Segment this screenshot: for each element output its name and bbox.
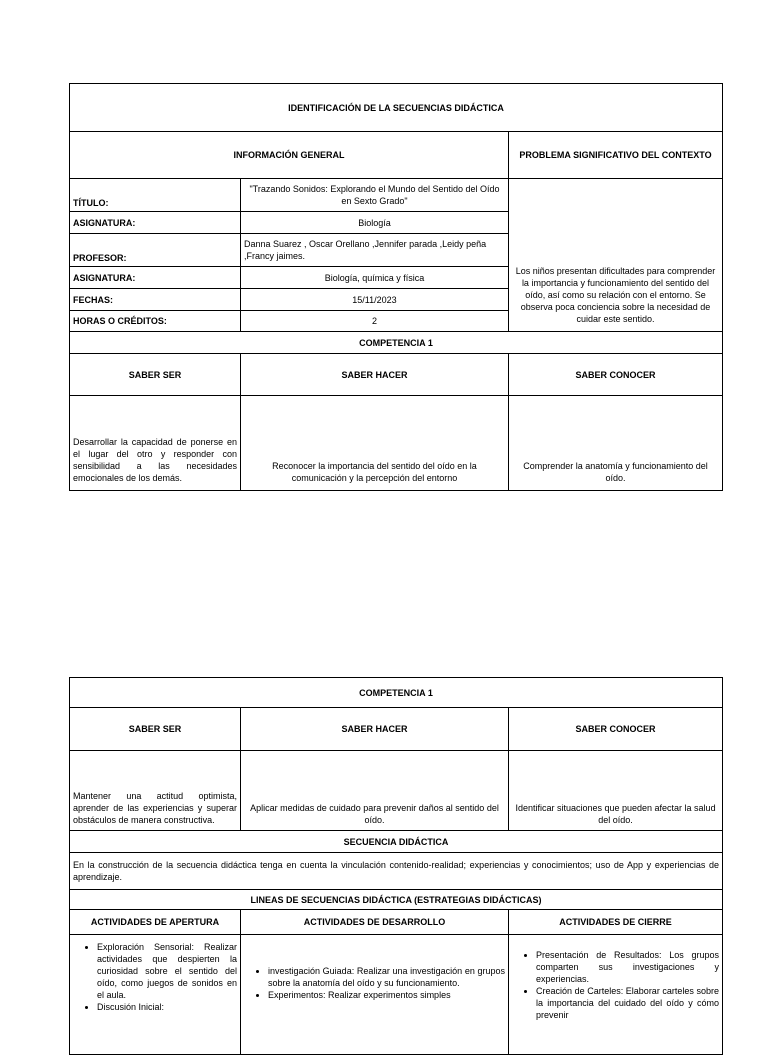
col-apertura: ACTIVIDADES DE APERTURA — [70, 910, 241, 935]
field-value-horas: 2 — [241, 311, 509, 332]
field-value-fechas: 15/11/2023 — [241, 289, 509, 311]
field-label-asignatura-2: ASIGNATURA: — [70, 267, 241, 289]
list-item: • Presentación de Resultados: Los grupos comparten sus investigaciones y experiencias. — [536, 949, 719, 985]
col-saber-ser-2: SABER SER — [70, 708, 241, 751]
secuencia-title: SECUENCIA DIDÁCTICA — [70, 831, 723, 853]
field-value-asignatura-2: Biología, química y física — [241, 267, 509, 289]
problem-title: PROBLEMA SIGNIFICATIVO DEL CONTEXTO — [509, 132, 723, 179]
saber-hacer-text-2: Aplicar medidas de cuidado para prevenir daños al sentido del oído. — [241, 751, 509, 831]
lineas-title: LINEAS DE SECUENCIAS DIDÁCTICA (ESTRATEGIAS DIDÁCTICAS) — [70, 890, 723, 910]
secuencia-text: En la construcción de la secuencia didáctica tenga en cuenta la vinculación contenido-realidad; experiencias y conocimientos; uso de App y experiencias de aprendizaje. — [70, 853, 723, 890]
general-info-title: INFORMACIÓN GENERAL — [70, 132, 509, 179]
field-label-horas: HORAS O CRÉDITOS: — [70, 311, 241, 332]
col-desarrollo: ACTIVIDADES DE DESARROLLO — [241, 910, 509, 935]
saber-ser-text-2: Mantener una actitud optimista, aprender de las experiencias y superar obstáculos de manera constructiva. — [70, 751, 241, 831]
list-item: • investigación Guiada: Realizar una investigación en grupos sobre la anatomía del oído y su funcionamiento. — [268, 965, 505, 989]
list-item: • Creación de Carteles: Elaborar carteles sobre la importancia del cuidado del oído y cómo prevenir — [536, 985, 719, 1021]
col-saber-hacer: SABER HACER — [241, 354, 509, 396]
list-item: • Experimentos: Realizar experimentos simples — [268, 989, 505, 1001]
competencia-title: COMPETENCIA 1 — [70, 332, 723, 354]
desarrollo-activities — [241, 935, 509, 1055]
col-saber-hacer-2: SABER HACER — [241, 708, 509, 751]
field-value-profesor: Danna Suarez , Oscar Orellano ,Jennifer parada ,Leidy peña ,Francy jaimes. — [241, 234, 509, 267]
saber-conocer-text: Comprender la anatomía y funcionamiento del oído. — [509, 396, 723, 491]
saber-conocer-text-2: Identificar situaciones que pueden afectar la salud del oído. — [509, 751, 723, 831]
field-label-asignatura: ASIGNATURA: — [70, 212, 241, 234]
field-value-titulo: "Trazando Sonidos: Explorando el Mundo del Sentido del Oído en Sexto Grado" — [241, 179, 509, 212]
competencia-title-2: COMPETENCIA 1 — [70, 678, 723, 708]
competencia-sequence-table — [69, 677, 723, 1055]
col-saber-conocer-2: SABER CONOCER — [509, 708, 723, 751]
field-value-asignatura: Biología — [241, 212, 509, 234]
col-saber-conocer: SABER CONOCER — [509, 354, 723, 396]
problem-text: Los niños presentan dificultades para comprender la importancia y funcionamiento del sentido del oído, así como su relación con el entorno. Se observa poca conciencia sobre la necesidad de cuidar este sentido. — [509, 179, 723, 332]
saber-hacer-text: Reconocer la importancia del sentido del oído en la comunicación y la percepción del entorno — [241, 396, 509, 491]
field-label-titulo: TÍTULO: — [70, 179, 241, 212]
saber-ser-text: Desarrollar la capacidad de ponerse en el lugar del otro y responder con sensibilidad a las necesidades emocionales de los demás. — [70, 396, 241, 491]
col-cierre: ACTIVIDADES DE CIERRE — [509, 910, 723, 935]
apertura-activities — [70, 935, 241, 1055]
identification-table — [69, 83, 723, 491]
col-saber-ser: SABER SER — [70, 354, 241, 396]
field-label-profesor: PROFESOR: — [70, 234, 241, 267]
field-label-fechas: FECHAS: — [70, 289, 241, 311]
list-item: • Discusión Inicial: — [97, 1001, 237, 1013]
list-item: • Exploración Sensorial: Realizar actividades que despierten la curiosidad sobre el sentido del oído, como juegos de sonidos en el aula. — [97, 941, 237, 1001]
cierre-activities — [509, 935, 723, 1055]
main-title: IDENTIFICACIÓN DE LA SECUENCIAS DIDÁCTICA — [70, 84, 723, 132]
